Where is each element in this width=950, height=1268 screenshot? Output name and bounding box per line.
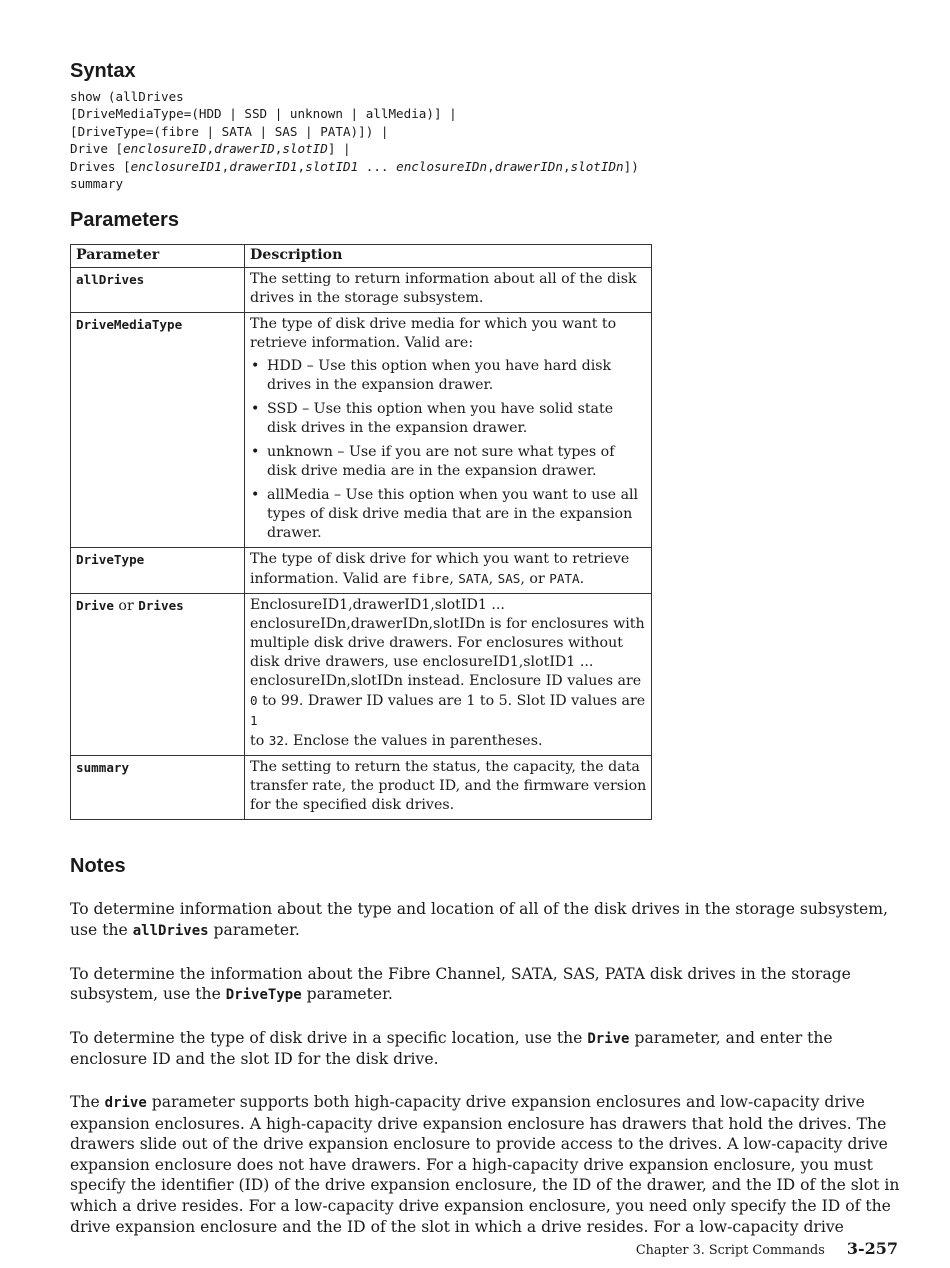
- text-run: to 99. Drawer ID values are 1 to 5. Slot ID values are: [257, 693, 646, 710]
- syntax-var: slotIDn: [570, 158, 624, 174]
- syntax-code-block: [70, 88, 900, 192]
- note-paragraph: [70, 1092, 900, 1237]
- text-run: ,: [488, 571, 498, 588]
- syntax-line-6: summary: [70, 176, 124, 192]
- syntax-token: ,: [562, 158, 571, 174]
- param-name-summary: summary: [76, 760, 130, 776]
- syntax-line-2: [DriveMediaType=(HDD | SSD | unknown | allMedia)] |: [70, 106, 457, 122]
- code-term: drive: [104, 1095, 147, 1111]
- text-run: EnclosureID1,drawerID1,slotID1 ... enclosureIDn,drawerIDn,slotIDn is for enclosures with multiple disk drive drawers. For enclosures without disk drive drawers, use enclosureID1,slotID1 ... enclosureIDn,slotIDn instead. Enclosure ID values are: [250, 597, 645, 690]
- document-page: [70, 58, 900, 1237]
- syntax-var: drawerIDn: [494, 158, 563, 174]
- text-run: The type of disk drive for which you want to retrieve information. Valid are: [250, 551, 630, 588]
- list-item: • allMedia – Use this option when you want to use all types of disk drive media that are in the expansion drawer.: [250, 486, 647, 543]
- text-run: To determine the type of disk drive in a specific location, use the: [70, 1028, 588, 1047]
- param-name-drivetype: DriveType: [76, 552, 145, 568]
- param-name: [71, 268, 245, 313]
- text-run: parameter supports both high-capacity drive expansion enclosures and low-capacity drive expansion enclosures. A high-capacity drive expansion enclosure has drawers that hold the drives. The drawers slide out of the drive expansion enclosure to provide access to the drives. A low-capacity drive expansion enclosure does not have drawers. For a high-capacity drive expansion enclosure, you must specify the identifier (ID) of the drive expansion enclosure, the ID of the drawer, and the ID of the slot in which a drive resides. For a low-capacity drive expansion enclosure, you need only specify the ID of the drive expansion enclosure and the ID of the slot in which a drive resides. For a low-capacity drive: [70, 1093, 900, 1236]
- syntax-var: enclosureID: [123, 141, 207, 157]
- param-name: [71, 313, 245, 548]
- syntax-heading: Syntax: [70, 60, 136, 82]
- text-run: to: [250, 733, 269, 750]
- syntax-token: ,: [487, 158, 495, 174]
- syntax-token: ] |: [327, 141, 351, 157]
- param-name-alldrives: allDrives: [76, 272, 145, 288]
- text-run: To determine information about the type and location of all of the disk drives in the storage subsystem, use the: [70, 900, 888, 940]
- syntax-var: slotID: [282, 141, 328, 157]
- param-name-drives: Drives: [138, 598, 184, 614]
- code-value: 1: [250, 713, 258, 729]
- footer-chapter: Chapter 3. Script Commands: [635, 1243, 825, 1258]
- code-term: DriveType: [225, 987, 302, 1004]
- table-row: [71, 594, 652, 756]
- syntax-var: slotID1: [305, 158, 359, 174]
- syntax-var: enclosureIDn: [396, 158, 488, 174]
- text-run: To determine the information about the Fibre Channel, SATA, SAS, PATA disk drives in the storage subsystem, use the: [70, 964, 851, 1004]
- parameters-table: [70, 244, 652, 820]
- list-item: • unknown – Use if you are not sure what types of disk drive media are in the expansion drawer.: [250, 443, 647, 481]
- list-item: • SSD – Use this option when you have solid state disk drives in the expansion drawer.: [250, 400, 647, 438]
- syntax-var: enclosureID1: [130, 158, 222, 174]
- syntax-token: ,: [297, 158, 306, 174]
- table-row: [71, 548, 652, 594]
- code-value: fibre: [411, 571, 450, 587]
- param-name: [71, 756, 245, 820]
- param-description: [245, 548, 652, 594]
- parameters-heading: Parameters: [70, 209, 179, 232]
- table-row: [71, 756, 652, 820]
- page-footer: [636, 1239, 898, 1258]
- text-run: The: [70, 1093, 105, 1111]
- note-paragraph: [70, 899, 900, 941]
- note-paragraph: [70, 964, 900, 1006]
- page-number: 3-257: [846, 1239, 898, 1258]
- syntax-var: drawerID: [214, 141, 275, 157]
- syntax-token: ,: [206, 141, 215, 157]
- table-header-row: [71, 245, 652, 268]
- table-row: [71, 313, 652, 548]
- text-run: parameter.: [208, 921, 300, 940]
- table-row: [71, 268, 652, 313]
- param-name-drive: Drive: [76, 598, 114, 614]
- text-run: , or: [520, 571, 550, 588]
- syntax-token: ]): [623, 158, 639, 174]
- code-value: SATA: [458, 571, 489, 587]
- text-run: .: [579, 571, 585, 588]
- column-header-parameter: Parameter: [71, 245, 245, 268]
- code-term: allDrives: [132, 923, 209, 940]
- text-run: or: [113, 598, 139, 615]
- notes-section: [70, 899, 900, 1237]
- notes-heading: Notes: [70, 855, 126, 878]
- syntax-var: drawerID1: [229, 158, 298, 174]
- note-paragraph: [70, 1028, 900, 1070]
- param-description: The setting to return the status, the capacity, the data transfer rate, the product ID, and the firmware version for the specified disk drives.: [245, 756, 652, 820]
- column-header-description: Description: [245, 245, 652, 268]
- text-run: ,: [449, 571, 459, 588]
- syntax-line-1: show (allDrives: [70, 89, 184, 104]
- syntax-line-3: [DriveType=(fibre | SATA | SAS | PATA)]) |: [70, 123, 389, 139]
- syntax-line-4: [70, 141, 351, 156]
- text-run: parameter, and enter the enclosure ID and the slot ID for the disk drive.: [70, 1028, 833, 1069]
- code-value: 32: [268, 733, 284, 749]
- param-name-drivemediatype: DriveMediaType: [76, 317, 183, 333]
- code-value: PATA: [549, 571, 580, 587]
- param-description: [245, 594, 652, 756]
- syntax-token: ,: [274, 141, 283, 157]
- media-type-options-list: [250, 357, 647, 543]
- syntax-token: Drive [: [70, 141, 124, 157]
- syntax-token: Drives [: [70, 158, 131, 174]
- list-item: • HDD – Use this option when you have hard disk drives in the expansion drawer.: [250, 357, 647, 395]
- param-description: [245, 313, 652, 548]
- text-run: . Enclose the values in parentheses.: [283, 733, 543, 750]
- code-value: SAS: [497, 571, 521, 587]
- code-value: 0: [250, 693, 258, 709]
- code-term: Drive: [587, 1030, 630, 1047]
- text-run: parameter.: [301, 985, 393, 1004]
- syntax-line-5: [70, 159, 639, 174]
- syntax-token: ,: [221, 158, 230, 174]
- param-name: [71, 594, 245, 756]
- param-name: [71, 548, 245, 594]
- param-description: The setting to return information about all of the disk drives in the storage subsystem.: [245, 268, 652, 313]
- syntax-token: ...: [358, 158, 397, 174]
- param-description-text: The type of disk drive media for which you want to retrieve information. Valid are:: [250, 316, 617, 352]
